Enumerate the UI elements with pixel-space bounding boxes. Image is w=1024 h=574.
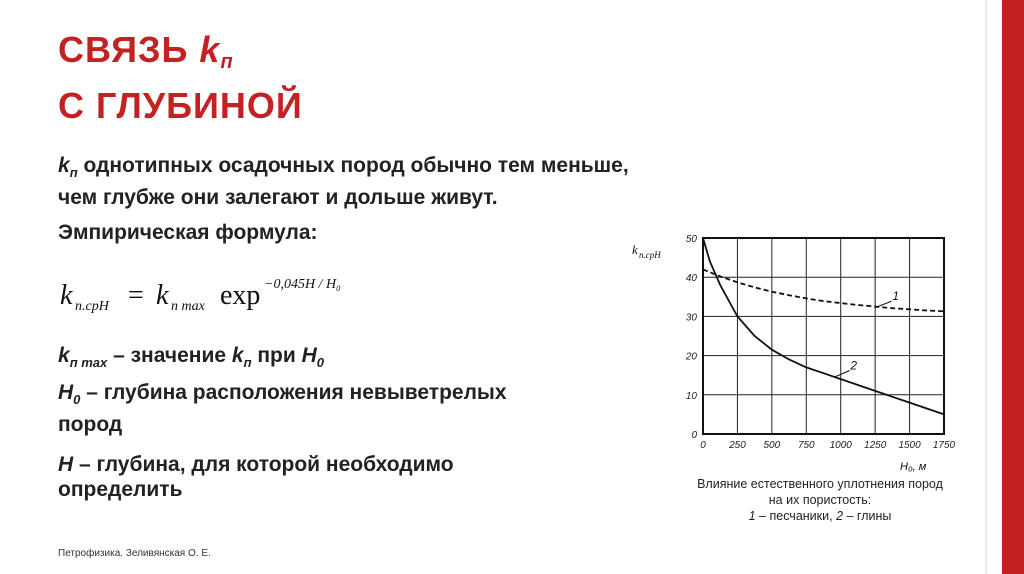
chart-ylabel-sub: n.cpH bbox=[639, 250, 661, 260]
y-tick-label: 30 bbox=[685, 312, 697, 324]
definition-h bbox=[58, 452, 454, 502]
porosity-chart bbox=[620, 222, 965, 474]
y-tick-label: 0 bbox=[691, 430, 697, 441]
x-tick-label: 500 bbox=[763, 440, 781, 451]
formula-lhs-sub: n.cpH bbox=[75, 299, 109, 314]
series-2-line bbox=[703, 238, 944, 414]
def3-h: H bbox=[58, 453, 74, 476]
curve1-label: 1 bbox=[892, 289, 900, 304]
title-line1: СВЯЗЬ bbox=[58, 29, 200, 70]
title-line2: С ГЛУБИНОЙ bbox=[58, 85, 303, 126]
chart-grid bbox=[703, 238, 944, 434]
def1-h: H bbox=[301, 344, 317, 367]
title-sub: п bbox=[220, 51, 234, 73]
caption-num1: 1 bbox=[748, 509, 756, 523]
empirical-formula bbox=[58, 268, 388, 320]
caption-num2: 2 bbox=[836, 509, 844, 523]
def1-hsub: 0 bbox=[316, 355, 325, 370]
accent-bar bbox=[1002, 0, 1024, 574]
x-tick-label: 250 bbox=[729, 440, 746, 451]
para1-line1: однотипных осадочных пород обычно тем меньше, bbox=[77, 154, 629, 177]
para1-sub: п bbox=[69, 165, 78, 180]
def1-sub: п max bbox=[69, 355, 108, 370]
def1-mid2: при bbox=[251, 344, 302, 367]
def2-h: H bbox=[58, 381, 74, 404]
formula-lhs-k: k bbox=[60, 280, 73, 311]
def1-k2: k bbox=[231, 344, 244, 367]
title-k: k bbox=[199, 29, 221, 70]
formula-power: −0,045H / H₀ bbox=[264, 277, 341, 292]
footer-text: Петрофизика. Зеливянская О. Е. bbox=[58, 548, 211, 559]
y-tick-label: 20 bbox=[685, 351, 697, 363]
curve2-leader bbox=[835, 370, 849, 376]
definition-kmax bbox=[58, 343, 324, 375]
curve2-label: 2 bbox=[850, 358, 858, 373]
definition-h0 bbox=[58, 380, 507, 437]
series-1-line bbox=[703, 269, 944, 311]
x-tick-label: 0 bbox=[700, 440, 706, 451]
formula-label: Эмпирическая формула: bbox=[58, 221, 318, 244]
def1-k: k bbox=[58, 344, 70, 367]
y-tick-label: 10 bbox=[685, 390, 697, 402]
para1-k: k bbox=[58, 154, 70, 177]
chart-xlabel: H₀, м bbox=[900, 461, 927, 473]
caption-line1: Влияние естественного уплотнения пород bbox=[697, 477, 943, 491]
x-tick-label: 750 bbox=[797, 440, 815, 451]
formula-rhs-sub: n max bbox=[171, 299, 205, 314]
y-tick-label: 50 bbox=[685, 234, 697, 245]
caption-line2: на их пористость: bbox=[768, 493, 872, 507]
plot-frame bbox=[703, 238, 944, 434]
formula-rhs-k: k bbox=[156, 280, 169, 311]
chart-axes bbox=[685, 234, 956, 451]
caption-part2: – глины bbox=[843, 509, 892, 523]
formula-equals: = bbox=[128, 280, 144, 311]
paragraph-1 bbox=[58, 153, 629, 210]
slide-title bbox=[58, 28, 303, 128]
def3-line2: определить bbox=[58, 478, 183, 501]
def3-line1: – глубина, для которой необходимо bbox=[73, 453, 454, 476]
formula-exp: exp bbox=[220, 280, 261, 311]
x-tick-label: 1500 bbox=[898, 440, 921, 451]
def2-line2: пород bbox=[58, 413, 123, 436]
x-tick-label: 1750 bbox=[932, 440, 956, 451]
para1-line2: чем глубже они залегают и дольше живут. bbox=[58, 186, 498, 209]
def1-sub2: п bbox=[243, 355, 252, 370]
def2-hsub: 0 bbox=[73, 392, 81, 407]
def1-mid: – значение bbox=[107, 344, 232, 367]
x-tick-label: 1000 bbox=[829, 440, 852, 451]
x-tick-label: 1250 bbox=[864, 440, 887, 451]
def2-line1: – глубина расположения невыветрелых bbox=[80, 381, 507, 404]
chart-ylabel-k: k bbox=[632, 242, 638, 257]
y-tick-label: 40 bbox=[685, 273, 697, 285]
figure-caption bbox=[660, 476, 980, 524]
caption-part1: – песчаники, bbox=[755, 509, 837, 523]
border-line bbox=[978, 0, 994, 574]
chart-series bbox=[703, 238, 944, 414]
